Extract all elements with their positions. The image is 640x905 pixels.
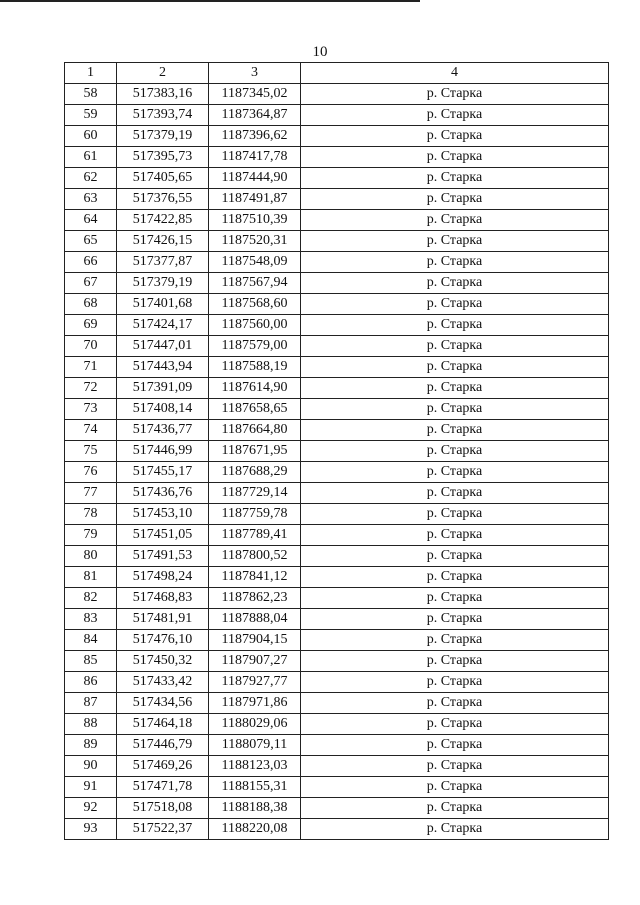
x-coordinate-cell: 517395,73 [117,147,209,168]
x-coordinate-cell: 517476,10 [117,630,209,651]
description-cell: р. Старка [301,462,609,483]
y-coordinate-cell: 1187510,39 [209,210,301,231]
description-cell: р. Старка [301,672,609,693]
table-row [65,84,609,105]
table-row [65,462,609,483]
point-number-cell: 59 [65,105,117,126]
description-cell: р. Старка [301,231,609,252]
y-coordinate-cell: 1187658,65 [209,399,301,420]
table-row [65,399,609,420]
description-cell: р. Старка [301,630,609,651]
y-coordinate-cell: 1188155,31 [209,777,301,798]
coordinates-table [64,62,609,840]
description-cell: р. Старка [301,189,609,210]
table-header-row [65,63,609,84]
y-coordinate-cell: 1188029,06 [209,714,301,735]
column-header-2: 2 [117,63,209,84]
x-coordinate-cell: 517446,79 [117,735,209,756]
point-number-cell: 62 [65,168,117,189]
description-cell: р. Старка [301,441,609,462]
y-coordinate-cell: 1187560,00 [209,315,301,336]
y-coordinate-cell: 1187800,52 [209,546,301,567]
point-number-cell: 86 [65,672,117,693]
table-row [65,231,609,252]
table-row [65,420,609,441]
description-cell: р. Старка [301,168,609,189]
x-coordinate-cell: 517393,74 [117,105,209,126]
x-coordinate-cell: 517443,94 [117,357,209,378]
point-number-cell: 81 [65,567,117,588]
y-coordinate-cell: 1187927,77 [209,672,301,693]
table-row [65,609,609,630]
point-number-cell: 93 [65,819,117,840]
x-coordinate-cell: 517447,01 [117,336,209,357]
y-coordinate-cell: 1187520,31 [209,231,301,252]
point-number-cell: 89 [65,735,117,756]
point-number-cell: 67 [65,273,117,294]
table-row [65,168,609,189]
y-coordinate-cell: 1188123,03 [209,756,301,777]
table-row [65,735,609,756]
point-number-cell: 73 [65,399,117,420]
y-coordinate-cell: 1187671,95 [209,441,301,462]
x-coordinate-cell: 517436,77 [117,420,209,441]
x-coordinate-cell: 517379,19 [117,126,209,147]
point-number-cell: 78 [65,504,117,525]
table-row [65,756,609,777]
point-number-cell: 66 [65,252,117,273]
y-coordinate-cell: 1188188,38 [209,798,301,819]
table-row [65,693,609,714]
x-coordinate-cell: 517450,32 [117,651,209,672]
point-number-cell: 87 [65,693,117,714]
x-coordinate-cell: 517498,24 [117,567,209,588]
point-number-cell: 80 [65,546,117,567]
y-coordinate-cell: 1187364,87 [209,105,301,126]
y-coordinate-cell: 1187907,27 [209,651,301,672]
y-coordinate-cell: 1187568,60 [209,294,301,315]
table-row [65,714,609,735]
y-coordinate-cell: 1187888,04 [209,609,301,630]
y-coordinate-cell: 1187688,29 [209,462,301,483]
x-coordinate-cell: 517453,10 [117,504,209,525]
column-header-3: 3 [209,63,301,84]
description-cell: р. Старка [301,756,609,777]
y-coordinate-cell: 1187417,78 [209,147,301,168]
table-row [65,105,609,126]
description-cell: р. Старка [301,525,609,546]
point-number-cell: 90 [65,756,117,777]
x-coordinate-cell: 517434,56 [117,693,209,714]
x-coordinate-cell: 517451,05 [117,525,209,546]
y-coordinate-cell: 1187759,78 [209,504,301,525]
point-number-cell: 60 [65,126,117,147]
table-row [65,210,609,231]
description-cell: р. Старка [301,378,609,399]
scan-edge-line [0,0,420,2]
description-cell: р. Старка [301,567,609,588]
point-number-cell: 88 [65,714,117,735]
point-number-cell: 69 [65,315,117,336]
y-coordinate-cell: 1187789,41 [209,525,301,546]
table-row [65,273,609,294]
description-cell: р. Старка [301,357,609,378]
y-coordinate-cell: 1187588,19 [209,357,301,378]
point-number-cell: 63 [65,189,117,210]
table-row [65,147,609,168]
description-cell: р. Старка [301,777,609,798]
description-cell: р. Старка [301,252,609,273]
description-cell: р. Старка [301,819,609,840]
description-cell: р. Старка [301,651,609,672]
description-cell: р. Старка [301,210,609,231]
description-cell: р. Старка [301,126,609,147]
point-number-cell: 91 [65,777,117,798]
y-coordinate-cell: 1187548,09 [209,252,301,273]
x-coordinate-cell: 517379,19 [117,273,209,294]
point-number-cell: 71 [65,357,117,378]
table-row [65,672,609,693]
y-coordinate-cell: 1188220,08 [209,819,301,840]
y-coordinate-cell: 1187971,86 [209,693,301,714]
point-number-cell: 84 [65,630,117,651]
table-row [65,336,609,357]
y-coordinate-cell: 1187444,90 [209,168,301,189]
page-number: 10 [312,44,328,60]
table-row [65,378,609,399]
y-coordinate-cell: 1187664,80 [209,420,301,441]
description-cell: р. Старка [301,483,609,504]
point-number-cell: 92 [65,798,117,819]
y-coordinate-cell: 1187567,94 [209,273,301,294]
table-row [65,504,609,525]
table-row [65,483,609,504]
x-coordinate-cell: 517468,83 [117,588,209,609]
point-number-cell: 58 [65,84,117,105]
description-cell: р. Старка [301,798,609,819]
description-cell: р. Старка [301,315,609,336]
x-coordinate-cell: 517377,87 [117,252,209,273]
description-cell: р. Старка [301,546,609,567]
table-row [65,126,609,147]
description-cell: р. Старка [301,84,609,105]
table-row [65,798,609,819]
x-coordinate-cell: 517436,76 [117,483,209,504]
x-coordinate-cell: 517455,17 [117,462,209,483]
point-number-cell: 72 [65,378,117,399]
y-coordinate-cell: 1187729,14 [209,483,301,504]
point-number-cell: 85 [65,651,117,672]
x-coordinate-cell: 517446,99 [117,441,209,462]
description-cell: р. Старка [301,714,609,735]
point-number-cell: 77 [65,483,117,504]
table-row [65,357,609,378]
x-coordinate-cell: 517424,17 [117,315,209,336]
description-cell: р. Старка [301,693,609,714]
table-row [65,567,609,588]
description-cell: р. Старка [301,609,609,630]
column-header-1: 1 [65,63,117,84]
y-coordinate-cell: 1188079,11 [209,735,301,756]
y-coordinate-cell: 1187345,02 [209,84,301,105]
y-coordinate-cell: 1187862,23 [209,588,301,609]
point-number-cell: 74 [65,420,117,441]
y-coordinate-cell: 1187396,62 [209,126,301,147]
point-number-cell: 64 [65,210,117,231]
description-cell: р. Старка [301,336,609,357]
description-cell: р. Старка [301,105,609,126]
point-number-cell: 79 [65,525,117,546]
x-coordinate-cell: 517469,26 [117,756,209,777]
table-row [65,441,609,462]
x-coordinate-cell: 517481,91 [117,609,209,630]
table-row [65,315,609,336]
table-body [65,84,609,840]
column-header-4: 4 [301,63,609,84]
point-number-cell: 68 [65,294,117,315]
description-cell: р. Старка [301,420,609,441]
y-coordinate-cell: 1187841,12 [209,567,301,588]
x-coordinate-cell: 517426,15 [117,231,209,252]
x-coordinate-cell: 517522,37 [117,819,209,840]
x-coordinate-cell: 517491,53 [117,546,209,567]
description-cell: р. Старка [301,273,609,294]
x-coordinate-cell: 517405,65 [117,168,209,189]
description-cell: р. Старка [301,735,609,756]
description-cell: р. Старка [301,504,609,525]
x-coordinate-cell: 517471,78 [117,777,209,798]
x-coordinate-cell: 517464,18 [117,714,209,735]
description-cell: р. Старка [301,588,609,609]
description-cell: р. Старка [301,399,609,420]
point-number-cell: 76 [65,462,117,483]
table-row [65,819,609,840]
table-row [65,252,609,273]
y-coordinate-cell: 1187491,87 [209,189,301,210]
x-coordinate-cell: 517518,08 [117,798,209,819]
table-row [65,294,609,315]
x-coordinate-cell: 517433,42 [117,672,209,693]
x-coordinate-cell: 517422,85 [117,210,209,231]
y-coordinate-cell: 1187614,90 [209,378,301,399]
x-coordinate-cell: 517376,55 [117,189,209,210]
table-row [65,189,609,210]
table-row [65,651,609,672]
point-number-cell: 61 [65,147,117,168]
table-row [65,546,609,567]
point-number-cell: 75 [65,441,117,462]
point-number-cell: 65 [65,231,117,252]
x-coordinate-cell: 517401,68 [117,294,209,315]
description-cell: р. Старка [301,294,609,315]
x-coordinate-cell: 517383,16 [117,84,209,105]
table-row [65,525,609,546]
x-coordinate-cell: 517391,09 [117,378,209,399]
table-row [65,588,609,609]
y-coordinate-cell: 1187904,15 [209,630,301,651]
description-cell: р. Старка [301,147,609,168]
point-number-cell: 70 [65,336,117,357]
table-row [65,630,609,651]
table-row [65,777,609,798]
y-coordinate-cell: 1187579,00 [209,336,301,357]
x-coordinate-cell: 517408,14 [117,399,209,420]
point-number-cell: 83 [65,609,117,630]
point-number-cell: 82 [65,588,117,609]
